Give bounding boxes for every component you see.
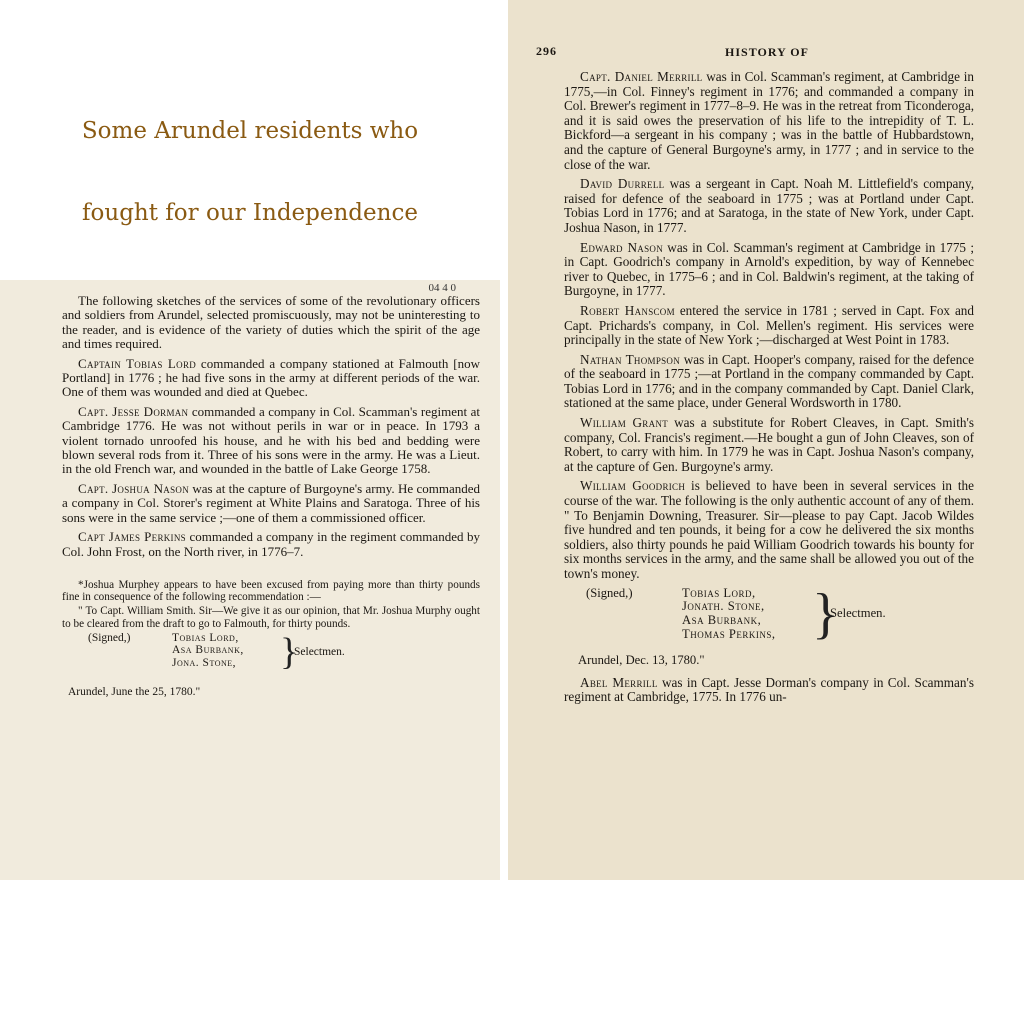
selectmen-label: Selectmen. — [830, 605, 886, 620]
signer-name: Tobias Lord, — [172, 631, 239, 644]
entry-name: Edward Nason — [580, 239, 663, 255]
entry-text: was a substitute for Robert Cleaves, in Capt. Smith's company, Col. Francis's regiment.—He bought a gun of John Cleaves, son of Robert, to carry with him. In 1779 he was in Capt. Joshua Nason's company, at the capture of Gen. Burgoyne's army. — [564, 415, 974, 474]
entry-name: Capt. Jesse Dorman — [78, 403, 189, 419]
entry-text: commanded a company in Col. Scamman's regiment at Cambridge 1776. He was not without perils in war or in peace. In 1793 a violent tornado unroofed his house, and he with his bed and bedding were blown several rods from it. Three of his sons were in the army. He was a Lieut. in the old French war, and wounded in the battle of Lake George 1758. — [62, 403, 480, 477]
entry-text: commanded a company in the regiment commanded by Col. John Frost, on the North river, in 1776–7. — [62, 529, 481, 559]
signer-name: Jonath. Stone, — [682, 599, 765, 614]
signature-block — [62, 632, 480, 686]
entry-paragraph — [564, 676, 974, 705]
footnote-date: Arundel, June the 25, 1780." — [68, 685, 201, 698]
entry-name: William Grant — [580, 415, 669, 431]
entry-name: Abel Merrill — [580, 674, 658, 690]
running-header — [536, 44, 998, 62]
entry-name: Capt. Joshua Nason — [78, 480, 189, 496]
entry-paragraph — [564, 70, 974, 172]
brace-glyph: } — [280, 630, 299, 673]
signature-date: Arundel, Dec. 13, 1780." — [578, 652, 705, 667]
signed-label: (Signed,) — [88, 631, 131, 644]
entry-text: was at the capture of Burgoyne's army. He commanded a company in Col. Storer's regiment at White Plains and Saratoga. Three of his sons were in the same service ;—one of them a commissioned officer. — [62, 480, 481, 525]
signer-name: Thomas Perkins, — [682, 626, 776, 641]
entry-name: William Goodrich — [580, 478, 686, 494]
signer-name: Asa Burbank, — [172, 644, 244, 657]
entry-name: Capt. Daniel Merrill — [580, 69, 703, 84]
entry-paragraph — [62, 482, 480, 525]
entry-paragraph — [62, 405, 480, 477]
signer-name: Tobias Lord, — [682, 585, 756, 600]
entry-paragraph — [564, 353, 974, 411]
brace-glyph: } — [812, 582, 839, 645]
page-mark: 04 4 0 — [428, 282, 456, 294]
entry-name: Captain Tobias Lord — [78, 355, 197, 371]
entry-paragraph — [564, 304, 974, 348]
entry-text: entered the service in 1781 ; served in Capt. Fox and Capt. Prichards's company, in Col. Mellen's regiment. His services were principally in the state of New York ;—discharged at West Point in 1783. — [564, 302, 974, 348]
left-page-body — [0, 294, 500, 698]
signer-name: Jona. Stone, — [172, 656, 237, 669]
entry-name: Robert Hanscom — [580, 302, 675, 318]
entry-paragraph — [564, 241, 974, 299]
footnote-paragraph: *Joshua Murphey appears to have been excused from paying more than thirty pounds fine in consequence of the following recommendation :— — [62, 578, 480, 604]
entry-paragraph — [62, 357, 480, 400]
right-page-scan — [508, 0, 1024, 880]
entry-name: Nathan Thompson — [580, 351, 681, 367]
entry-paragraph — [564, 177, 974, 235]
entry-text: was in Capt. Hooper's company, raised for the defence of the seaboard in 1775 ;—at Portland in the company commanded by Capt. Tobias Lord in 1776; and in the company commanded by Capt. Daniel Clark, stationed at the same place, under General Wordsworth in 1780. — [564, 351, 974, 411]
entry-name: Capt James Perkins — [78, 529, 186, 545]
caption-panel — [0, 0, 500, 280]
running-head-title: HISTORY OF — [725, 45, 809, 59]
page-number: 296 — [536, 44, 557, 58]
entry-text: commanded a company stationed at Falmouth [now Portland] in 1776 ; he had five sons in the army at different periods of the war. One of them was wounded and died at Quebec. — [62, 355, 481, 400]
paragraph-text: The following sketches of the services of some of the revolutionary officers and soldiers from Arundel, selected promiscuously, may not be uninteresting to the reader, and is evidence of the variety of duties which the spirit of the age and times required. — [62, 293, 480, 352]
signed-label: (Signed,) — [586, 585, 633, 600]
caption-line-2: fought for our Independence — [82, 200, 418, 226]
right-page-body — [508, 70, 1024, 710]
entry-text: is believed to have been in several services in the course of the war. The following is the only authentic account of any of them. " To Benjamin Downing, Treasurer. Sir—please to pay Capt. Jacob Wildes five hundred and ten pounds, it being for a cow he delivered the six months soldiers, also thirty pounds he paid William Goodrich towards his bounty for six months services in the army, and the same shall be allowed you out of the town's money. — [564, 478, 974, 581]
entry-name: David Durrell — [580, 176, 665, 192]
signature-block — [564, 582, 974, 653]
entry-text: was a sergeant in Capt. Noah M. Littlefield's company, raised for defence of the seaboard in 1775 ; was at Portland under Capt. Tobias Lord in 1776; and at Saratoga, in the state of New York, under Capt. Joshua Nason, in 1777. — [564, 176, 975, 235]
signer-list — [172, 632, 244, 670]
intro-paragraph — [62, 294, 480, 352]
entry-paragraph — [62, 530, 480, 559]
footnote-letter: " To Capt. William Smith. Sir—We give it as our opinion, that Mr. Joshua Murphy ought to be cleared from the draft to go to Falmouth, for thirty pounds. — [62, 605, 480, 630]
footnote — [62, 579, 480, 698]
caption-line-1: Some Arundel residents who — [81, 118, 419, 144]
entry-text: was in Capt. Jesse Dorman's company in Col. Scamman's regiment at Cambridge, 1775. In 1776 un- — [564, 674, 974, 705]
signer-list — [682, 587, 776, 642]
signer-name: Asa Burbank, — [682, 613, 762, 628]
entry-paragraph — [564, 416, 974, 474]
entry-text: was in Col. Scamman's regiment at Cambridge in 1775 ; in Capt. Goodrich's company in Arnold's expedition, by way of Kennebec river to Quebec, in 1775–6 ; and in Col. Baldwin's regiment, at the taking of Burgoyne, in 1777. — [564, 239, 974, 299]
left-page-scan — [0, 280, 500, 880]
selectmen-label: Selectmen. — [294, 645, 345, 658]
entry-paragraph — [564, 479, 974, 581]
entry-text: was in Col. Scamman's regiment, at Cambridge in 1775,—in Col. Finney's regiment in 1776; and commanded a company in Col. Brewer's regiment in 1777–8–9. He was in the retreat from Ticonderoga, and it is said owes the preservation of his life to the intrepidity of T. L. Bickford—a sergeant in his company ; was in the battle of Hubbardstown, and the capture of General Burgoyne's army, in 1777 ; and in service to the close of the war. — [564, 69, 974, 172]
